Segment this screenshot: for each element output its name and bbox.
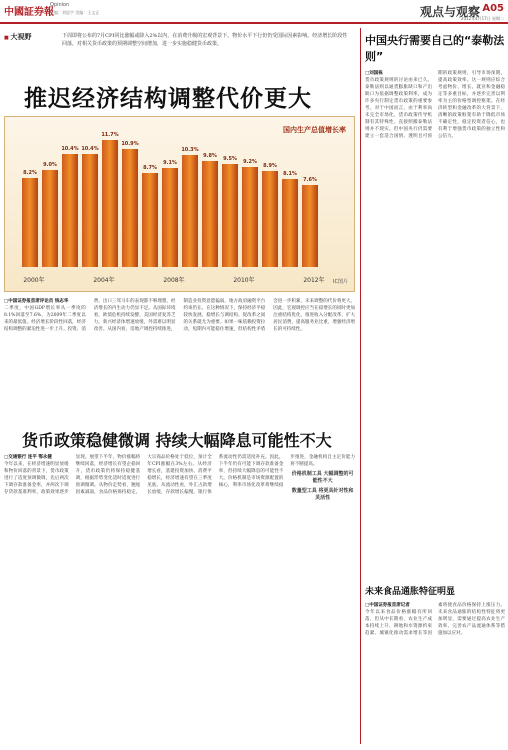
gdp-data-label: 11.7% [101, 132, 119, 139]
article-deck: 下周即将公布的7月CPI同比涨幅或降入2%以内，在消费升级的宏观背景下，物价水平下行但仍受国际因素影响。经济增长阶段性回落，对相关货币政策的预期调整空间增加，进一步实施稳健货币政策。 [62, 33, 348, 47]
second-byline: □交通银行 连平 鄂永健 [4, 455, 52, 460]
second-body: 今年以来，在经济增速明显放缓和物价回落的背景下，货币政策进行了适度预调微调，先后两次下调存款准备金率，并两次下调存贷款基准利率，政策效果逐步显现。展望下半年，物价涨幅将继续回落，经济增长有望企稳回升，货币政策仍将保持稳健基调，根据形势变化适时适度进行预调微调。从物价走势看，翘尾因素减弱，食品价格保持稳定，大宗商品价格处于低位，预计全年CPI涨幅在3%左右。从经济增长看，基建投资加快、消费平稳增长，经济增速有望在三季度见底。从流动性看，外汇占款增长放缓，存款增长偏慢，银行体系流动性仍需适度补充。因此，下半年仍有可能下调存款准备金率，但持续大幅降息的可能性不大。价格机制是市场资源配置的核心，利率市场化改革将继续稳步推进，金融机构自主定价能力将不断提高。 [4, 455, 355, 495]
subheading-price-tools: 价格机制工具 大幅调整的可能性不大 [291, 471, 354, 484]
gdp-data-label: 8.7% [143, 164, 157, 171]
gdp-bar [122, 149, 138, 267]
right-body: 货币政策规则的讨论由来已久。泰勒法则以通货膨胀缺口和产出缺口为依据调整政策利率，成为许多央行制定货币政策的重要参考。对于中国而言，由于利率尚未完全市场化，货币政策传导机制有其特殊性，直接照搬泰勒法则并不现实。但中国央行仍需要建立一套适合国情、透明且可预期的政策规则，引导市场预期，提高政策效率。这一规则应综合考虑物价、增长、就业和金融稳定等多重目标，并逐步完善以利率为主的价格型调控框架。在经济转型和金融改革的大背景下，清晰的政策框架有助于降低市场不确定性，稳定投资者信心，也有利于增强货币政策的独立性和公信力。 [365, 71, 505, 139]
year-tick-label: 2010年 [233, 277, 255, 284]
gdp-data-label: 8.9% [263, 162, 277, 169]
gdp-data-label: 9.1% [163, 160, 177, 167]
right-headline: 中国央行需要自己的“泰勒法则” [365, 34, 505, 63]
gdp-bar [162, 168, 178, 267]
bottom-right-body: 今年以来食品价格涨幅有所回落，但从中长期看，农业生产成本持续上升、耕地和水资源约束趋紧、城镇化推动需求增长等因素将使食品价格保持上涨压力。未来食品通胀的结构性特征将更加明显，需要通过提高农业生产效率、完善农产品流通体系等措施加以应对。 [365, 603, 505, 636]
bottom-right-headline: 未来食品通胀特征明显 [365, 587, 456, 597]
chart-title: 国内生产总值增长率 [283, 126, 346, 134]
gdp-data-label: 10.4% [61, 146, 79, 153]
editor-meta: 主编：刘思宇 美编：王文正 [50, 10, 100, 15]
gdp-data-label: 10.3% [181, 147, 199, 154]
section-english-label: Opinion [50, 2, 70, 8]
subheading-quantity-tools: 数量型工具 将更具针对性和灵活性 [291, 488, 354, 501]
gdp-bar [182, 155, 198, 267]
year-tick-label: 2008年 [163, 277, 185, 284]
gdp-data-label: 9.5% [223, 156, 237, 163]
right-byline: □刘国栋 [365, 71, 383, 76]
gdp-bar [222, 164, 238, 267]
image-credit: IC图片 [333, 279, 348, 285]
right-article [365, 70, 505, 580]
gdp-bar [82, 154, 98, 267]
gdp-data-label: 9.8% [203, 152, 217, 159]
lead-headline: 推迟经济结构调整代价更大 [24, 86, 312, 112]
newspaper-logo: 中國証券報 [4, 7, 54, 18]
gdp-bar [202, 161, 218, 267]
gdp-data-label: 8.1% [283, 171, 297, 178]
second-headline: 货币政策稳健微调 持续大幅降息可能性不大 [22, 431, 332, 450]
gdp-data-label: 9.2% [243, 159, 257, 166]
second-article [4, 454, 355, 750]
lead-body: 二季度，中国GDP增长率从一季度的8.1%回落至7.6%，为2009年二季度以来的最低值。经济增长阶段性回落，经济结构调整的紧迫性进一步上升。投资、消费、出口三驾马车的表现都不够理想，经济增长的内生动力仍显不足。从国际环境看，欧债危机持续发酵，美国经济复苏乏力，新兴经济体增速放缓，外需难以明显改善。从国内看，房地产调控持续推进，制造业投资意愿偏弱，地方政府融资平台约束仍在。在这种情况下，保持经济平稳较快发展、稳增长与调结构、促改革之间的关系就尤为重要。如果一味依赖投资拉动，短期内可能稳住增速，但结构性矛盾会进一步积累，未来调整的代价将更大。因此，宏观调控应当在稳增长的同时更加注重结构优化，推进收入分配改革，扩大居民消费，提高服务业比重，增强经济增长的可持续性。 [4, 299, 355, 332]
gdp-data-label: 10.4% [81, 146, 99, 153]
gdp-bar [142, 173, 158, 267]
gdp-data-label: 8.2% [23, 170, 37, 177]
gdp-bar [102, 140, 118, 267]
gdp-growth-chart [4, 116, 355, 292]
masthead [0, 0, 508, 24]
lead-byline: □中国证券报首席评论员 钱志华 [4, 299, 69, 304]
issue-date: 2012年4月17日 星期二 [460, 16, 504, 21]
section-kicker: ■ 大视野 [4, 32, 31, 42]
gdp-bar [42, 170, 58, 268]
gdp-bar [282, 179, 298, 267]
section-title: 观点与观察 [419, 5, 480, 19]
gdp-bar [242, 167, 258, 267]
bottom-right-byline: □中国证券报首席记者 [365, 603, 410, 608]
year-tick-label: 2004年 [93, 277, 115, 284]
gdp-bar [262, 171, 278, 267]
main-column [4, 28, 355, 744]
lead-article [4, 298, 355, 420]
gdp-data-label: 10.9% [121, 140, 139, 147]
year-tick-label: 2012年 [303, 277, 325, 284]
year-tick-label: 2000年 [23, 277, 45, 284]
page-number: A05 [482, 3, 504, 14]
gdp-bar [22, 178, 38, 267]
gdp-data-label: 9.0% [43, 161, 57, 168]
gdp-data-label: 7.6% [303, 176, 317, 183]
gdp-bar [302, 185, 318, 267]
right-column [360, 28, 505, 744]
gdp-bar [62, 154, 78, 267]
bottom-right-article [365, 602, 505, 750]
